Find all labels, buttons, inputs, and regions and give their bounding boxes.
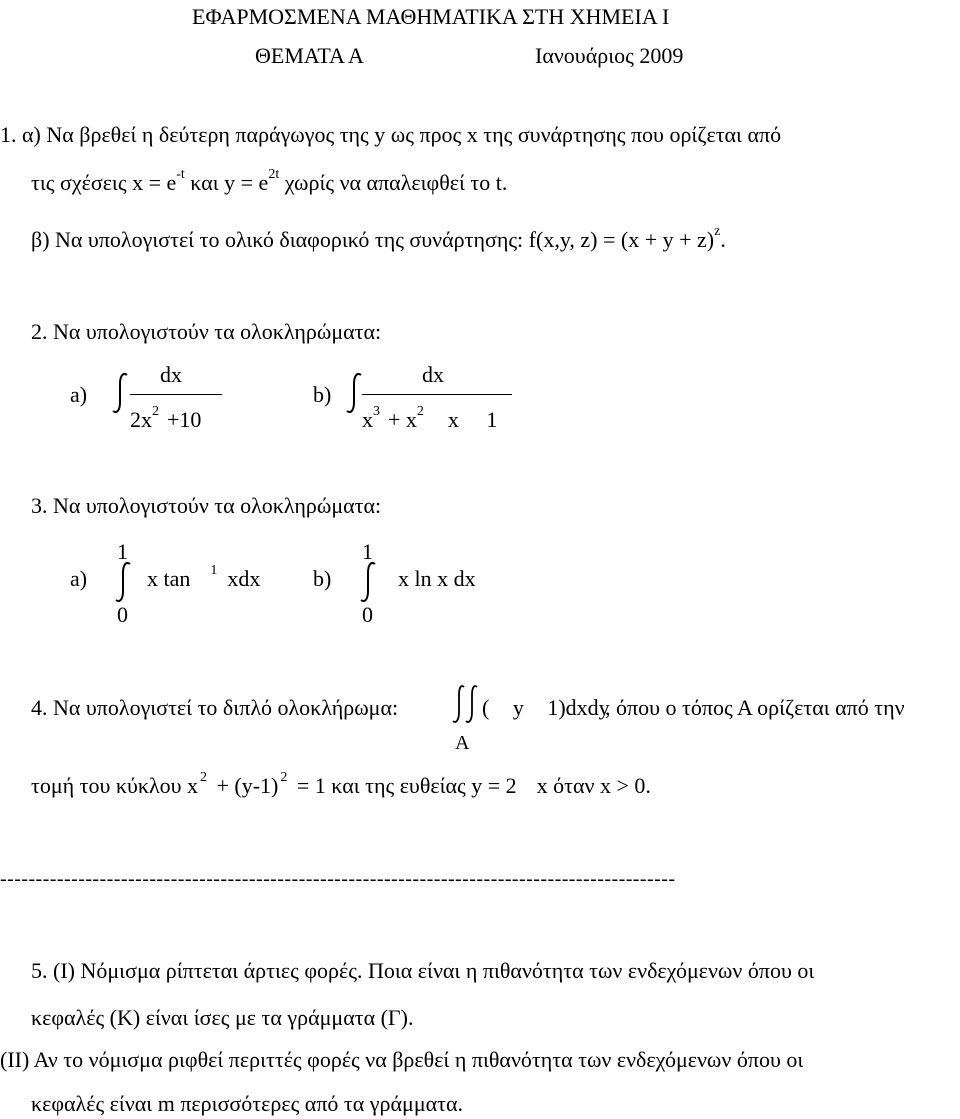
q4-exponent-2: 2 bbox=[280, 770, 288, 785]
q2-heading: 2. Να υπολογιστούν τα ολοκληρώματα: bbox=[31, 319, 382, 344]
q3-b-label: b) bbox=[313, 566, 332, 591]
integral-sign-icon bbox=[115, 561, 135, 603]
q3-b-upper-limit: 1 bbox=[362, 539, 373, 564]
q3-a-expr-exponent: 1 bbox=[210, 563, 218, 578]
q3-a-expr-1: x tan bbox=[147, 566, 191, 591]
q3-a-integrand bbox=[147, 563, 261, 591]
q2-a-label: a) bbox=[70, 382, 88, 407]
q1-part-b-exponent: z bbox=[714, 224, 721, 239]
q2-b-numerator: dx bbox=[422, 362, 444, 387]
q1-line2-b: και y = e bbox=[184, 170, 269, 195]
q2-a-den-exponent: 2 bbox=[152, 404, 159, 419]
separator-line: ----------------------------------------------------------------------------------------------- bbox=[0, 868, 676, 890]
q1-part-b bbox=[31, 224, 726, 252]
q1-line2-c: χωρίς να απαλειφθεί το t. bbox=[279, 170, 508, 195]
q2-b-denominator bbox=[362, 404, 498, 432]
q2-a-numerator: dx bbox=[160, 362, 182, 387]
q4-line2-a: τομή του κύκλου x bbox=[31, 773, 198, 798]
q4-line1-b: , όπου ο τόπος Α ορίζεται από την bbox=[605, 695, 905, 720]
q2-a-denominator bbox=[130, 404, 202, 432]
q4-line2-b: + (y-1) bbox=[211, 773, 279, 798]
q3-b-integrand: x ln x dx bbox=[398, 566, 476, 591]
q1-line2-a: τις σχέσεις x = e bbox=[31, 170, 177, 195]
q2-b-den-exponent-3: 3 bbox=[373, 404, 380, 419]
q3-a-label: a) bbox=[70, 566, 88, 591]
q4-exponent-1: 2 bbox=[200, 770, 207, 785]
q4-line2-d: x όταν x > 0. bbox=[536, 773, 651, 798]
q2-a-den-1: 2x bbox=[130, 407, 152, 432]
q3-a-upper-limit: 1 bbox=[117, 539, 128, 564]
q4-line2 bbox=[31, 770, 651, 798]
page-title: ΕΦΑΡΜΟΣΜΕΝΑ ΜΑΘΗΜΑΤΙΚΑ ΣΤΗ ΧΗΜΕΙΑ Ι bbox=[192, 4, 670, 29]
q2-b-den-rest: x 1 bbox=[447, 407, 498, 432]
q1-part-b-end: . bbox=[720, 227, 726, 252]
q2-a-fraction-bar bbox=[130, 394, 222, 395]
q4-line2-c: = 1 και της ευθείας y = 2 bbox=[291, 773, 517, 798]
q4-line1-a: 4. Να υπολογιστεί το διπλό ολοκλήρωμα: bbox=[31, 695, 399, 720]
integral-sign-icon bbox=[112, 372, 132, 414]
q5-line3: (ΙΙ) Αν το νόμισμα ριφθεί περιττές φορές να βρεθεί η πιθανότητα των ενδεχόμενων όπου οι bbox=[0, 1047, 804, 1072]
q2-a-den-2: +10 bbox=[167, 407, 202, 432]
q4-integrand: ( y 1)dxdy bbox=[482, 695, 610, 720]
double-integral-icon bbox=[452, 684, 480, 724]
exam-date: Ιανουάριος 2009 bbox=[535, 43, 684, 68]
q1-part-b-text: β) Να υπολογιστεί το ολικό διαφορικό της συνάρτησης: f(x,y, z) = (x + y + z) bbox=[31, 227, 715, 252]
q1-exponent-1: -t bbox=[176, 167, 185, 182]
exam-subject: ΘΕΜΑΤΑ Α bbox=[255, 43, 364, 68]
q1-line1: 1. α) Να βρεθεί η δεύτερη παράγωγος της y ως προς x της συνάρτησης που ορίζεται από bbox=[0, 122, 782, 147]
q1-exponent-2: 2t bbox=[268, 167, 280, 182]
q2-b-fraction-bar bbox=[362, 394, 512, 395]
integral-sign-icon bbox=[360, 561, 380, 603]
q5-line1: 5. (Ι) Νόμισμα ρίπτεται άρτιες φορές. Ποια είναι η πιθανότητα των ενδεχόμενων όπου οι bbox=[31, 958, 815, 983]
q3-a-expr-2: xdx bbox=[227, 566, 261, 591]
q3-heading: 3. Να υπολογιστούν τα ολοκληρώματα: bbox=[31, 493, 382, 518]
q2-b-label: b) bbox=[313, 382, 332, 407]
q2-b-den-plus: + x bbox=[388, 407, 417, 432]
q5-line4: κεφαλές είναι m περισσότερες από τα γράμματα. bbox=[31, 1091, 464, 1116]
q4-region-label: A bbox=[455, 732, 470, 754]
q5-line2: κεφαλές (Κ) είναι ίσες με τα γράμματα (Γ). bbox=[31, 1005, 414, 1030]
q1-line2 bbox=[31, 167, 508, 195]
q3-b-lower-limit: 0 bbox=[362, 602, 373, 627]
q3-a-lower-limit: 0 bbox=[117, 602, 128, 627]
q2-b-den-x: x bbox=[362, 407, 373, 432]
q2-b-den-exponent-2: 2 bbox=[416, 404, 424, 419]
